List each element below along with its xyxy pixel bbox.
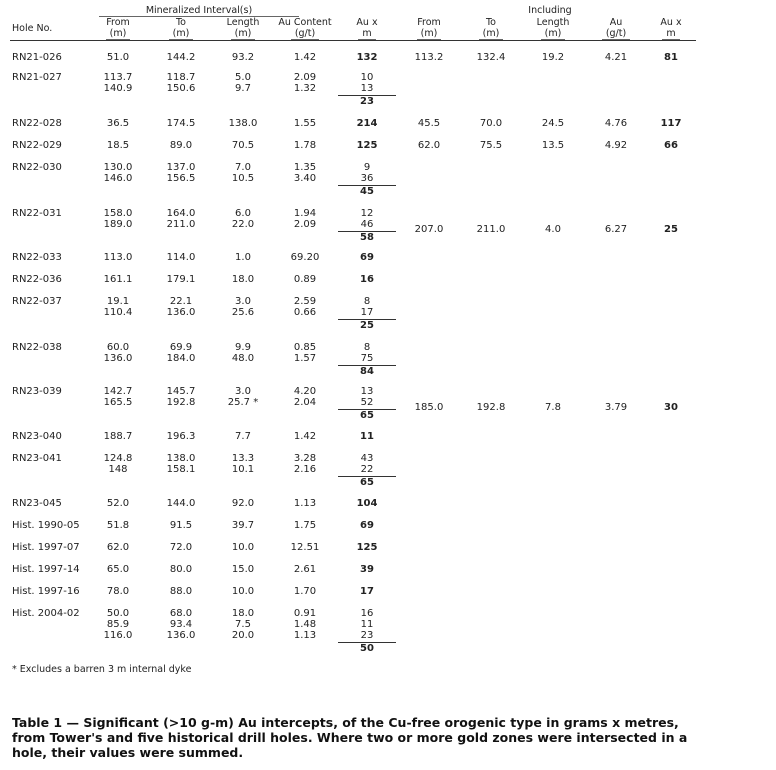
cell-to: 164.0 — [166, 208, 196, 219]
cell-au-x-m: 23 — [360, 630, 374, 641]
cell-length: 10.5 — [231, 173, 255, 184]
cell-length: 7.5 — [235, 619, 251, 630]
column-header-unit: (m) — [106, 28, 131, 40]
cell-length: 22.0 — [231, 219, 255, 230]
hole-id: RN22-029 — [12, 140, 62, 151]
cell-length: 25.6 — [231, 307, 255, 318]
column-header-inc-from — [397, 17, 461, 40]
cell-au-x-m: 104 — [356, 498, 378, 509]
group-header-mineralized: Mineralized Interval(s) — [145, 5, 253, 16]
cell-from: 161.1 — [103, 274, 133, 285]
column-header-unit: (g/t) — [602, 28, 630, 40]
cell-length: 7.0 — [235, 162, 251, 173]
column-header-from — [86, 17, 150, 40]
cell-au-content: 2.04 — [293, 397, 317, 408]
cell-to: 144.2 — [166, 52, 196, 63]
cell-au-content: 2.16 — [293, 464, 317, 475]
header-rule — [10, 40, 696, 41]
cell-au-content: 12.51 — [290, 542, 320, 553]
hole-id: RN22-038 — [12, 342, 62, 353]
hole-id: Hist. 2004-02 — [12, 608, 80, 619]
cell-au-x-m: 39 — [360, 564, 374, 575]
cell-from: 116.0 — [103, 630, 133, 641]
column-header-inc-au-x-m — [639, 17, 703, 40]
cell-from: 62.0 — [106, 542, 130, 553]
cell-from: 65.0 — [106, 564, 130, 575]
cell-length: 138.0 — [228, 118, 258, 129]
cell-au-x-m: 12 — [360, 208, 374, 219]
column-header-unit: (m) — [541, 28, 566, 40]
cell-from: 60.0 — [106, 342, 130, 353]
cell-from: 146.0 — [103, 173, 133, 184]
cell-inc-to: 132.4 — [476, 52, 506, 63]
cell-length: 1.0 — [235, 252, 251, 263]
cell-from: 78.0 — [106, 586, 130, 597]
cell-au-content: 0.85 — [293, 342, 317, 353]
cell-au-x-m: 13 — [360, 386, 374, 397]
column-header-label: Au x — [660, 17, 682, 28]
cell-au-content: 1.13 — [293, 630, 317, 641]
cell-au-x-m: 8 — [363, 342, 371, 353]
cell-au-x-m: 16 — [360, 608, 374, 619]
column-header-to — [149, 17, 213, 40]
cell-to: 138.0 — [166, 453, 196, 464]
cell-inc-au: 6.27 — [604, 224, 628, 235]
cell-au-x-m: 125 — [356, 140, 378, 151]
cell-au-content: 2.59 — [293, 296, 317, 307]
hole-id: RN23-045 — [12, 498, 62, 509]
cell-to: 179.1 — [166, 274, 196, 285]
column-header-unit: (m) — [169, 28, 194, 40]
column-header-unit: (m) — [231, 28, 256, 40]
cell-au-x-m: 11 — [360, 431, 374, 442]
cell-au-x-m: 10 — [360, 72, 374, 83]
column-header-label: From — [106, 17, 130, 28]
cell-to: 156.5 — [166, 173, 196, 184]
column-header-unit: m — [358, 28, 375, 40]
cell-length: 3.0 — [235, 386, 251, 397]
cell-inc-au-x-m: 30 — [664, 402, 678, 413]
cell-au-content: 2.09 — [293, 72, 317, 83]
hole-id: RN22-030 — [12, 162, 62, 173]
cell-length: 6.0 — [235, 208, 251, 219]
hole-id: RN22-028 — [12, 118, 62, 129]
column-header-label: From — [417, 17, 441, 28]
cell-inc-length: 7.8 — [545, 402, 561, 413]
cell-length: 7.7 — [235, 431, 251, 442]
column-header-unit: (m) — [479, 28, 504, 40]
cell-au-content: 2.09 — [293, 219, 317, 230]
cell-au-x-m-total: 65 — [360, 477, 374, 488]
cell-inc-au-x-m: 66 — [664, 140, 678, 151]
cell-au-x-m: 46 — [360, 219, 374, 230]
cell-to: 69.9 — [169, 342, 193, 353]
header-hole-no: Hole No. — [12, 23, 53, 34]
cell-au-x-m-total: 65 — [360, 410, 374, 421]
column-header-length — [211, 17, 275, 40]
cell-to: 184.0 — [166, 353, 196, 364]
cell-to: 89.0 — [169, 140, 193, 151]
hole-id: Hist. 1997-16 — [12, 586, 80, 597]
cell-inc-au-x-m: 25 — [664, 224, 678, 235]
cell-au-content: 1.55 — [293, 118, 317, 129]
cell-inc-au: 4.76 — [604, 118, 628, 129]
cell-from: 165.5 — [103, 397, 133, 408]
cell-au-x-m: 17 — [360, 307, 374, 318]
cell-to: 174.5 — [166, 118, 196, 129]
cell-to: 158.1 — [166, 464, 196, 475]
cell-au-content: 1.32 — [293, 83, 317, 94]
cell-au-content: 69.20 — [290, 252, 320, 263]
hole-id: RN22-033 — [12, 252, 62, 263]
cell-au-content: 3.28 — [293, 453, 317, 464]
cell-au-x-m: 52 — [360, 397, 374, 408]
cell-au-x-m-total: 84 — [360, 366, 374, 377]
column-header-unit: (g/t) — [291, 28, 319, 40]
cell-inc-au: 4.21 — [604, 52, 628, 63]
cell-length: 3.0 — [235, 296, 251, 307]
column-header-label: To — [485, 17, 496, 28]
cell-from: 124.8 — [103, 453, 133, 464]
cell-au-x-m: 9 — [363, 162, 371, 173]
cell-from: 113.7 — [103, 72, 133, 83]
cell-inc-au: 3.79 — [604, 402, 628, 413]
cell-au-x-m: 11 — [360, 619, 374, 630]
column-header-unit: m — [662, 28, 679, 40]
cell-from: 19.1 — [106, 296, 130, 307]
cell-length: 93.2 — [231, 52, 255, 63]
cell-au-x-m: 22 — [360, 464, 374, 475]
hole-id: Hist. 1990-05 — [12, 520, 80, 531]
cell-to: 72.0 — [169, 542, 193, 553]
cell-from: 51.8 — [106, 520, 130, 531]
cell-inc-from: 185.0 — [414, 402, 444, 413]
cell-au-x-m: 214 — [356, 118, 378, 129]
cell-inc-from: 113.2 — [414, 52, 444, 63]
cell-to: 136.0 — [166, 307, 196, 318]
hole-id: RN22-037 — [12, 296, 62, 307]
cell-au-x-m: 132 — [356, 52, 378, 63]
cell-au-content: 1.42 — [293, 431, 317, 442]
cell-au-x-m: 16 — [360, 274, 374, 285]
cell-from: 110.4 — [103, 307, 133, 318]
hole-id: Hist. 1997-14 — [12, 564, 80, 575]
cell-to: 192.8 — [166, 397, 196, 408]
table-caption: Table 1 — Significant (>10 g-m) Au intercepts, of the Cu-free orogenic type in grams x metres, from Tower's and five historical drill holes. Where two or more gold zones were intersected in a hole, their values were summed. — [12, 715, 688, 760]
cell-length: 92.0 — [231, 498, 255, 509]
cell-au-x-m-total: 50 — [360, 643, 374, 654]
cell-to: 80.0 — [169, 564, 193, 575]
cell-from: 140.9 — [103, 83, 133, 94]
cell-from: 50.0 — [106, 608, 130, 619]
cell-au-x-m: 69 — [360, 520, 374, 531]
hole-id: RN23-039 — [12, 386, 62, 397]
cell-length: 25.7 * — [227, 397, 259, 408]
cell-inc-to: 192.8 — [476, 402, 506, 413]
cell-length: 39.7 — [231, 520, 255, 531]
cell-to: 68.0 — [169, 608, 193, 619]
cell-au-content: 0.66 — [293, 307, 317, 318]
cell-au-x-m: 75 — [360, 353, 374, 364]
column-header-au-content — [273, 17, 337, 40]
cell-au-content: 1.75 — [293, 520, 317, 531]
cell-au-x-m: 69 — [360, 252, 374, 263]
cell-length: 20.0 — [231, 630, 255, 641]
cell-au-content: 1.94 — [293, 208, 317, 219]
cell-from: 36.5 — [106, 118, 130, 129]
column-header-label: Au Content — [278, 17, 332, 28]
cell-au-content: 0.91 — [293, 608, 317, 619]
hole-id: RN22-036 — [12, 274, 62, 285]
cell-inc-au-x-m: 81 — [664, 52, 678, 63]
cell-length: 9.7 — [235, 83, 251, 94]
cell-to: 136.0 — [166, 630, 196, 641]
cell-au-content: 2.61 — [293, 564, 317, 575]
cell-au-content: 1.42 — [293, 52, 317, 63]
cell-inc-length: 13.5 — [541, 140, 565, 151]
cell-from: 188.7 — [103, 431, 133, 442]
cell-from: 18.5 — [106, 140, 130, 151]
cell-inc-length: 4.0 — [545, 224, 561, 235]
cell-length: 13.3 — [231, 453, 255, 464]
cell-to: 145.7 — [166, 386, 196, 397]
column-header-inc-length — [521, 17, 585, 40]
cell-au-x-m-total: 23 — [360, 96, 374, 107]
cell-to: 93.4 — [169, 619, 193, 630]
cell-au-content: 1.48 — [293, 619, 317, 630]
cell-from: 51.0 — [106, 52, 130, 63]
cell-from: 130.0 — [103, 162, 133, 173]
hole-id: RN23-041 — [12, 453, 62, 464]
cell-au-content: 1.70 — [293, 586, 317, 597]
column-header-inc-to — [459, 17, 523, 40]
cell-inc-length: 19.2 — [541, 52, 565, 63]
cell-length: 10.0 — [231, 586, 255, 597]
cell-to: 211.0 — [166, 219, 196, 230]
footnote: * Excludes a barren 3 m internal dyke — [12, 664, 192, 675]
cell-au-content: 0.89 — [293, 274, 317, 285]
cell-to: 196.3 — [166, 431, 196, 442]
column-header-au-x-m — [335, 17, 399, 40]
cell-to: 22.1 — [169, 296, 193, 307]
cell-au-x-m: 43 — [360, 453, 374, 464]
cell-from: 52.0 — [106, 498, 130, 509]
cell-length: 18.0 — [231, 608, 255, 619]
column-header-label: To — [175, 17, 186, 28]
cell-to: 137.0 — [166, 162, 196, 173]
column-header-label: Length — [536, 17, 570, 28]
cell-au-x-m: 17 — [360, 586, 374, 597]
cell-to: 88.0 — [169, 586, 193, 597]
cell-au-content: 1.78 — [293, 140, 317, 151]
cell-from: 85.9 — [106, 619, 130, 630]
cell-au-x-m: 125 — [356, 542, 378, 553]
hole-id: RN23-040 — [12, 431, 62, 442]
cell-length: 10.0 — [231, 542, 255, 553]
cell-to: 118.7 — [166, 72, 196, 83]
cell-length: 18.0 — [231, 274, 255, 285]
cell-from: 136.0 — [103, 353, 133, 364]
column-header-label: Au — [609, 17, 623, 28]
hole-id: RN21-026 — [12, 52, 62, 63]
cell-to: 114.0 — [166, 252, 196, 263]
cell-inc-au-x-m: 117 — [660, 118, 682, 129]
cell-to: 91.5 — [169, 520, 193, 531]
cell-length: 9.9 — [235, 342, 251, 353]
cell-au-content: 3.40 — [293, 173, 317, 184]
cell-from: 113.0 — [103, 252, 133, 263]
cell-au-x-m: 8 — [363, 296, 371, 307]
cell-from: 148 — [108, 464, 128, 475]
cell-au-x-m-total: 58 — [360, 232, 374, 243]
cell-au-content: 1.57 — [293, 353, 317, 364]
cell-inc-from: 45.5 — [417, 118, 441, 129]
column-header-unit: (m) — [417, 28, 442, 40]
cell-inc-from: 62.0 — [417, 140, 441, 151]
cell-inc-length: 24.5 — [541, 118, 565, 129]
cell-au-content: 1.35 — [293, 162, 317, 173]
cell-length: 48.0 — [231, 353, 255, 364]
cell-inc-au: 4.92 — [604, 140, 628, 151]
cell-au-x-m: 13 — [360, 83, 374, 94]
cell-au-x-m: 36 — [360, 173, 374, 184]
cell-au-content: 4.20 — [293, 386, 317, 397]
cell-au-x-m-total: 25 — [360, 320, 374, 331]
cell-au-content: 1.13 — [293, 498, 317, 509]
cell-from: 189.0 — [103, 219, 133, 230]
cell-inc-to: 75.5 — [479, 140, 503, 151]
cell-length: 10.1 — [231, 464, 255, 475]
cell-length: 5.0 — [235, 72, 251, 83]
cell-to: 150.6 — [166, 83, 196, 94]
cell-from: 142.7 — [103, 386, 133, 397]
hole-id: Hist. 1997-07 — [12, 542, 80, 553]
cell-inc-to: 70.0 — [479, 118, 503, 129]
cell-inc-to: 211.0 — [476, 224, 506, 235]
cell-from: 158.0 — [103, 208, 133, 219]
hole-id: RN21-027 — [12, 72, 62, 83]
hole-id: RN22-031 — [12, 208, 62, 219]
column-header-label: Length — [226, 17, 260, 28]
cell-au-x-m-total: 45 — [360, 186, 374, 197]
group-header-including: Including — [528, 5, 572, 16]
cell-to: 144.0 — [166, 498, 196, 509]
cell-inc-from: 207.0 — [414, 224, 444, 235]
cell-length: 70.5 — [231, 140, 255, 151]
column-header-label: Au x — [356, 17, 378, 28]
cell-length: 15.0 — [231, 564, 255, 575]
